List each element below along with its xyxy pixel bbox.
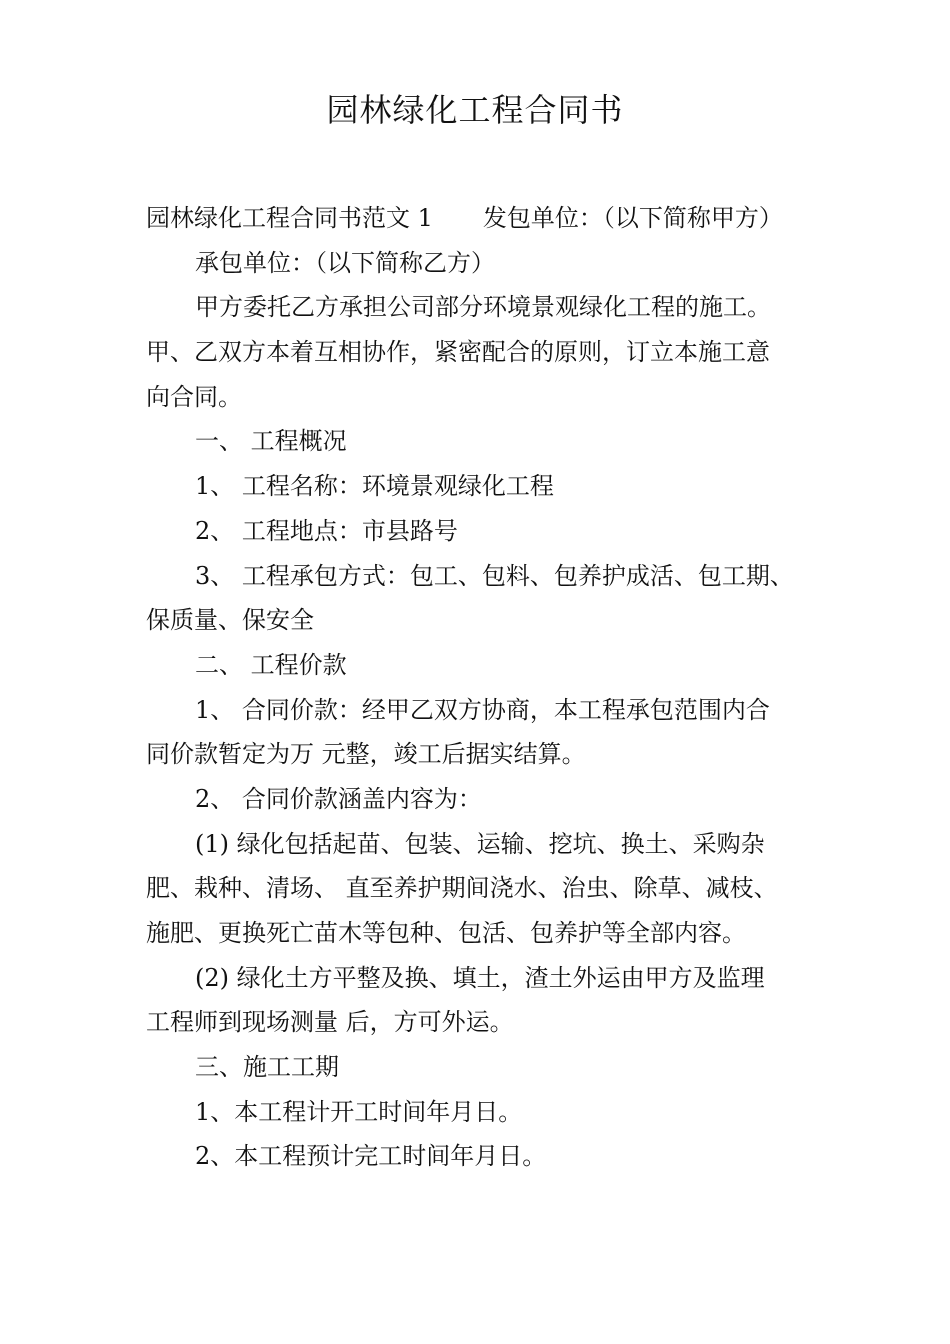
paragraph-line-13: 同价款暂定为万 元整，竣工后据实结算。 — [146, 740, 586, 769]
paragraph-line-2: 承包单位：（以下简称乙方） — [195, 248, 495, 277]
document-body — [146, 196, 821, 1179]
paragraph-line-16: 肥、栽种、清场、 直至养护期间浇水、治虫、除草、减枝、 — [146, 874, 778, 903]
section-heading-1: 一、 工程概况 — [195, 427, 347, 456]
paragraph-line-19: 工程师到现场测量 后，方可外运。 — [146, 1008, 514, 1037]
section-heading-2: 二、 工程价款 — [195, 650, 347, 679]
sample-heading: 园林绿化工程合同书范文 1 — [146, 204, 433, 232]
paragraph-line-1 — [146, 196, 821, 241]
paragraph-line-5: 向合同。 — [146, 382, 242, 411]
paragraph-line-22: 2、本工程预计完工时间年月日。 — [195, 1142, 547, 1171]
paragraph-line-9: 3、 工程承包方式：包工、包料、包养护成活、包工期、 — [195, 561, 794, 590]
paragraph-line-18: (2) 绿化土方平整及换、填土，渣土外运由甲方及监理 — [195, 963, 765, 992]
paragraph-line-10: 保质量、保安全 — [146, 606, 314, 635]
employer-label: 发包单位：（以下简称甲方） — [482, 204, 783, 232]
paragraph-line-17: 施肥、更换死亡苗木等包种、包活、包养护等全部内容。 — [146, 919, 746, 947]
paragraph-line-8: 2、 工程地点：市县路号 — [195, 516, 458, 545]
paragraph-line-15: (1) 绿化包括起苗、包装、运输、挖坑、换土、采购杂 — [195, 829, 765, 858]
paragraph-line-3: 甲方委托乙方承担公司部分环境景观绿化工程的施工。 — [195, 293, 771, 322]
section-heading-3: 三、施工工期 — [195, 1053, 339, 1082]
paragraph-line-7: 1、 工程名称：环境景观绿化工程 — [195, 472, 554, 501]
paragraph-line-4: 甲、乙双方本着互相协作，紧密配合的原则，订立本施工意 — [146, 338, 770, 367]
paragraph-line-12: 1、 合同价款：经甲乙双方协商，本工程承包范围内合 — [195, 695, 770, 724]
document-title: 园林绿化工程合同书 — [326, 91, 624, 129]
paragraph-line-21: 1、本工程计开工时间年月日。 — [195, 1097, 523, 1126]
paragraph-line-14: 2、 合同价款涵盖内容为： — [195, 784, 482, 813]
